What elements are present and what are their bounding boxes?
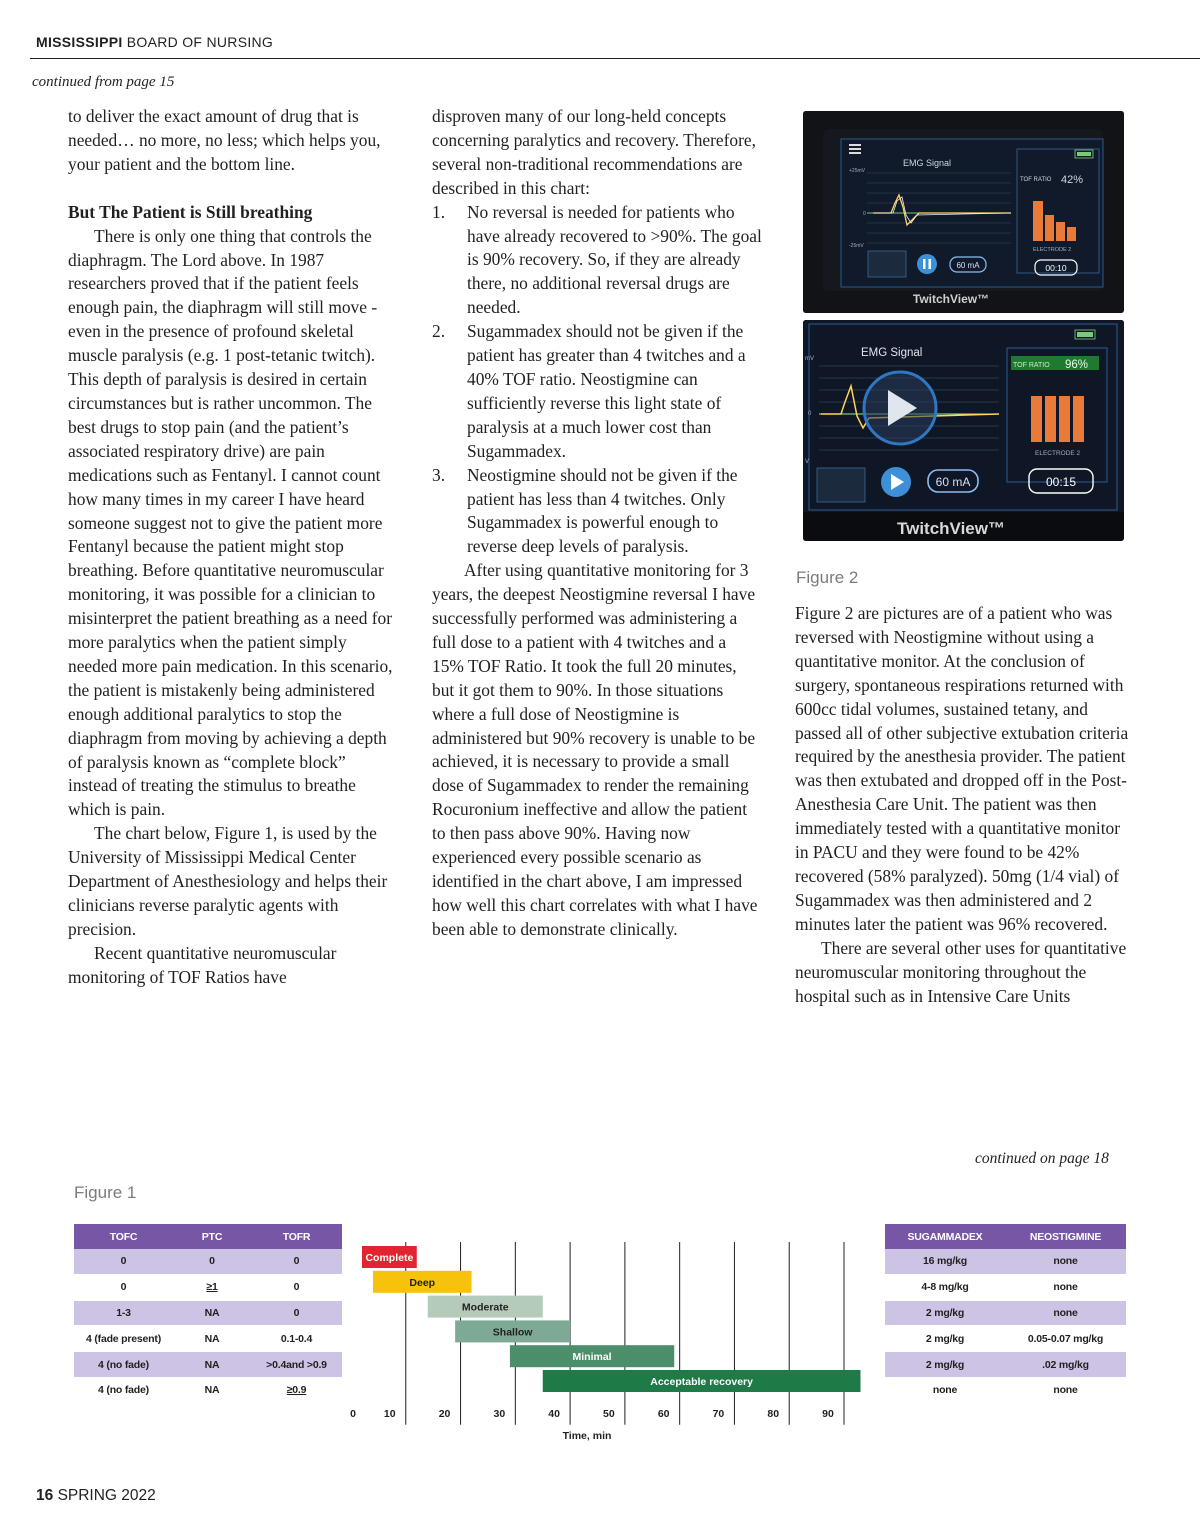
x-tick-label: 30	[493, 1407, 506, 1420]
x-tick-label: 50	[603, 1407, 615, 1420]
table-cell: NA	[173, 1352, 251, 1378]
table-cell: 4 (fade present)	[74, 1326, 173, 1352]
pause-button[interactable]	[917, 254, 937, 274]
article-column-1	[68, 105, 398, 990]
article-column-2	[432, 105, 762, 942]
list-number: 2.	[432, 321, 446, 342]
table-cell: 0	[251, 1300, 342, 1326]
table-cell: 0	[74, 1274, 173, 1300]
table-cell: NA	[173, 1377, 251, 1403]
bar-label: Shallow	[492, 1326, 533, 1339]
current-value: 60 mA	[935, 475, 971, 489]
list-text: No reversal is needed for patients who have already recovered to >90%. The goal is 90% recovery. So, if they are already there, no additional reversal drugs are needed.	[467, 201, 762, 318]
list-item	[432, 201, 762, 321]
issue-label: SPRING 2022	[57, 1487, 156, 1504]
table-row	[74, 1274, 342, 1300]
y-axis-bottom: -25mV	[849, 243, 864, 249]
column-header-ptc: PTC	[173, 1224, 251, 1249]
paragraph: to deliver the exact amount of drug that is needed… no more, no less; which helps you, your patient and the bottom line.	[68, 106, 381, 174]
table-cell: none	[1005, 1300, 1126, 1326]
continued-from: continued from page 15	[32, 74, 175, 90]
table-row	[74, 1249, 342, 1274]
brand-logo: TwitchView™	[896, 519, 1006, 538]
publication-header	[36, 34, 273, 50]
table-cell: >0.4and >0.9	[251, 1352, 342, 1378]
column-header-tofc: TOFC	[74, 1224, 173, 1249]
paralysis-measures-table	[74, 1224, 342, 1404]
table-cell: none	[885, 1377, 1005, 1403]
table-row	[74, 1377, 342, 1403]
x-tick-label: 70	[712, 1407, 725, 1420]
brand-logo: TwitchView™	[912, 292, 990, 306]
x-tick-label: 20	[438, 1407, 451, 1420]
paragraph: After using quantitative monitoring for 3 years, the deepest Neostigmine reversal I have successfully performed was administering a full dose to a patient with 4 twitches and a 15% TOF Ratio. It took the full 20 minutes, but it got them to 90%. In those situations where a full dose of Neostigmine is administered but 90% recovery is unable to be achieved, it is necessary to provide a small dose of Sugammadex to render the remaining Rocuronium ineffective and allow the patient to then pass above 90%. Having now experienced every possible scenario as identified in the chart above, I am impressed how well this chart correlates with what I have been able to demonstrate clinically.	[432, 560, 758, 939]
table-row	[74, 1326, 342, 1352]
table-cell: 4 (no fade)	[74, 1377, 173, 1403]
figure-2-caption: Figure 2	[796, 568, 859, 587]
chart-bars	[362, 1246, 860, 1392]
table-cell: 4-8 mg/kg	[885, 1274, 1005, 1300]
timer-value: 00:10	[1045, 263, 1067, 273]
figure-1-caption: Figure 1	[74, 1183, 137, 1202]
timer-value: 00:15	[1045, 475, 1077, 489]
table-row	[885, 1326, 1126, 1352]
x-tick-label: 90	[822, 1407, 834, 1420]
y-axis-top: +25mV	[849, 168, 865, 174]
column-header-tofr: TOFR	[251, 1224, 342, 1249]
list-text: Sugammadex should not be given if the patient has greater than 4 twitches and a 40% TOF ratio. Neostigmine can sufficiently reverse this light state of paralysis at a much lower cost than Sugammadex.	[467, 321, 746, 461]
paragraph: Recent quantitative neuromuscular monitoring of TOF Ratios have	[68, 942, 337, 987]
page-footer	[36, 1487, 156, 1505]
mini-plot	[868, 251, 906, 277]
bar-label: Complete	[365, 1252, 414, 1264]
table-cell: NA	[173, 1300, 251, 1326]
table-cell: 0	[74, 1249, 173, 1274]
table-cell: NA	[173, 1326, 251, 1352]
emg-signal-title: EMG Signal	[903, 158, 952, 168]
menu-icon	[849, 144, 861, 154]
list-number: 3.	[432, 464, 446, 485]
y-axis-mid: 0	[808, 411, 812, 417]
paragraph-spacer	[68, 177, 398, 201]
table-cell: none	[1005, 1249, 1126, 1274]
tof-ratio-value: 42%	[1061, 174, 1084, 186]
paragraph: The chart below, Figure 1, is used by the University of Mississippi Medical Center Department of Anesthesiology and helps their clinicians reverse paralytic agents with precision.	[68, 823, 388, 939]
section-heading: But The Patient is Still breathing	[68, 201, 313, 222]
reversal-dose-table	[885, 1224, 1126, 1404]
table-cell: 1-3	[74, 1300, 173, 1326]
y-axis-bottom: V	[805, 459, 810, 465]
x-tick-label: 40	[548, 1407, 560, 1420]
table-cell: ≥0.9	[251, 1377, 342, 1403]
column-header-sugammadex: SUGAMMADEX	[885, 1224, 1005, 1249]
table-cell: ≥1	[173, 1274, 251, 1300]
paragraph: There is only one thing that controls the diaphragm. The Lord above. In 1987 researchers proved that if the patient feels enough pain, the diaphragm will still move - even in the presence of profound skeletal muscle paralysis (e.g. 1 post-tetanic twitch). This depth of paralysis is desired in certain circumstances but is rather uncommon. The best drugs to stop pain (and the patient’s associated respiratory drive) are pain medications such as Fentanyl. I cannot count how many times in my career I have heard someone suggest not to give the patient more Fentanyl because the patient might stop breathing. Before quantitative neuromuscular monitoring, it was possible for a clinician to misinterpret the patient breathing as a need for more paralytics when the patient simply needed more pain medication. In this scenario, the patient is mistakenly being administered enough additional paralytics to stop the diaphragm from moving by achieving a depth of paralysis known as “complete block” instead of treating the stimulus to breathe which is pain.	[68, 225, 393, 820]
table-cell: 0	[251, 1274, 342, 1300]
table-row	[74, 1300, 342, 1326]
recommendation-list	[432, 201, 762, 560]
table-cell: 0	[251, 1249, 342, 1274]
tof-ratio-value: 96%	[1065, 359, 1089, 371]
table-cell: 16 mg/kg	[885, 1249, 1005, 1274]
table-cell: 0.05-0.07 mg/kg	[1005, 1326, 1126, 1352]
y-axis-mid: 0	[863, 211, 866, 217]
chart-x-ticks	[350, 1408, 834, 1420]
bar-label: Acceptable recovery	[650, 1376, 753, 1388]
x-tick-label: 10	[383, 1407, 396, 1420]
tof-ratio-label: TOF RATIO	[1020, 177, 1052, 183]
table-row	[74, 1352, 342, 1378]
table-cell: 2 mg/kg	[885, 1300, 1005, 1326]
chart-x-label: Time, min	[562, 1430, 612, 1442]
publisher-name: MISSISSIPPI	[36, 34, 123, 50]
electrode-label: ELECTRODE 2	[1035, 450, 1081, 457]
x-tick-label: 60	[657, 1407, 670, 1420]
table-row	[885, 1249, 1126, 1274]
table-row	[885, 1352, 1126, 1378]
list-text: Neostigmine should not be given if the patient has less than 4 twitches. Only Sugammadex is powerful enough to reverse deep levels of paralysis.	[467, 464, 738, 557]
table-cell: 0.1-0.4	[251, 1326, 342, 1352]
table-cell: 2 mg/kg	[885, 1352, 1005, 1378]
continued-on: continued on page 18	[975, 1150, 1109, 1167]
paralysis-depth-chart	[340, 1242, 870, 1452]
page-number: 16	[36, 1487, 54, 1504]
paragraph: Figure 2 are pictures are of a patient who was reversed with Neostigmine without using a quantitative monitor. At the conclusion of surgery, spontaneous respirations returned with 600cc tidal volumes, sustained tetany, and passed all of other subjective extubation criteria required by the anesthesia provider. The patient was then extubated and dropped off in the Post-Anesthesia Care Unit. The patient was then immediately tested with a quantitative monitor in PACU and they were found to be 42% recovered (58% paralyzed). 50mg (1/4 vial) of Sugammadex was then administered and 2 minutes later the patient was 96% recovered.	[795, 603, 1129, 934]
list-item	[432, 320, 762, 463]
table-cell: none	[1005, 1274, 1126, 1300]
current-value: 60 mA	[956, 261, 980, 270]
x-tick-label: 80	[767, 1407, 780, 1420]
table-row	[885, 1274, 1126, 1300]
table-row	[885, 1300, 1126, 1326]
twitchview-photo-1	[803, 111, 1124, 313]
bar-label: Minimal	[572, 1351, 612, 1364]
mini-plot	[817, 468, 865, 502]
y-axis-top: mV	[805, 356, 814, 362]
table-cell: 4 (no fade)	[74, 1352, 173, 1378]
bar-label: Moderate	[461, 1301, 509, 1314]
publisher-subtitle: BOARD OF NURSING	[122, 34, 274, 50]
table-cell: none	[1005, 1377, 1126, 1403]
paragraph: disproven many of our long-held concepts concerning paralytics and recovery. Therefore, several non-traditional recommendations are described in this chart:	[432, 106, 756, 198]
x-tick-label: 0	[350, 1407, 356, 1420]
tof-ratio-label: TOF RATIO	[1013, 362, 1050, 369]
list-number: 1.	[432, 201, 446, 222]
table-cell: .02 mg/kg	[1005, 1352, 1126, 1378]
table-row	[885, 1377, 1126, 1403]
emg-signal-title: EMG Signal	[861, 347, 923, 359]
paragraph: There are several other uses for quantitative neuromuscular monitoring throughout the hospital such as in Intensive Care Units	[795, 937, 1127, 1006]
article-column-3	[795, 602, 1130, 1008]
column-header-neostigmine: NEOSTIGMINE	[1005, 1224, 1126, 1249]
twitchview-photo-2	[803, 320, 1124, 541]
table-cell: 0	[173, 1249, 251, 1274]
bar-label: Deep	[409, 1276, 436, 1289]
electrode-label: ELECTRODE 2	[1033, 247, 1072, 253]
table-cell: 2 mg/kg	[885, 1326, 1005, 1352]
header-rule	[30, 58, 1200, 59]
list-item	[432, 464, 762, 560]
